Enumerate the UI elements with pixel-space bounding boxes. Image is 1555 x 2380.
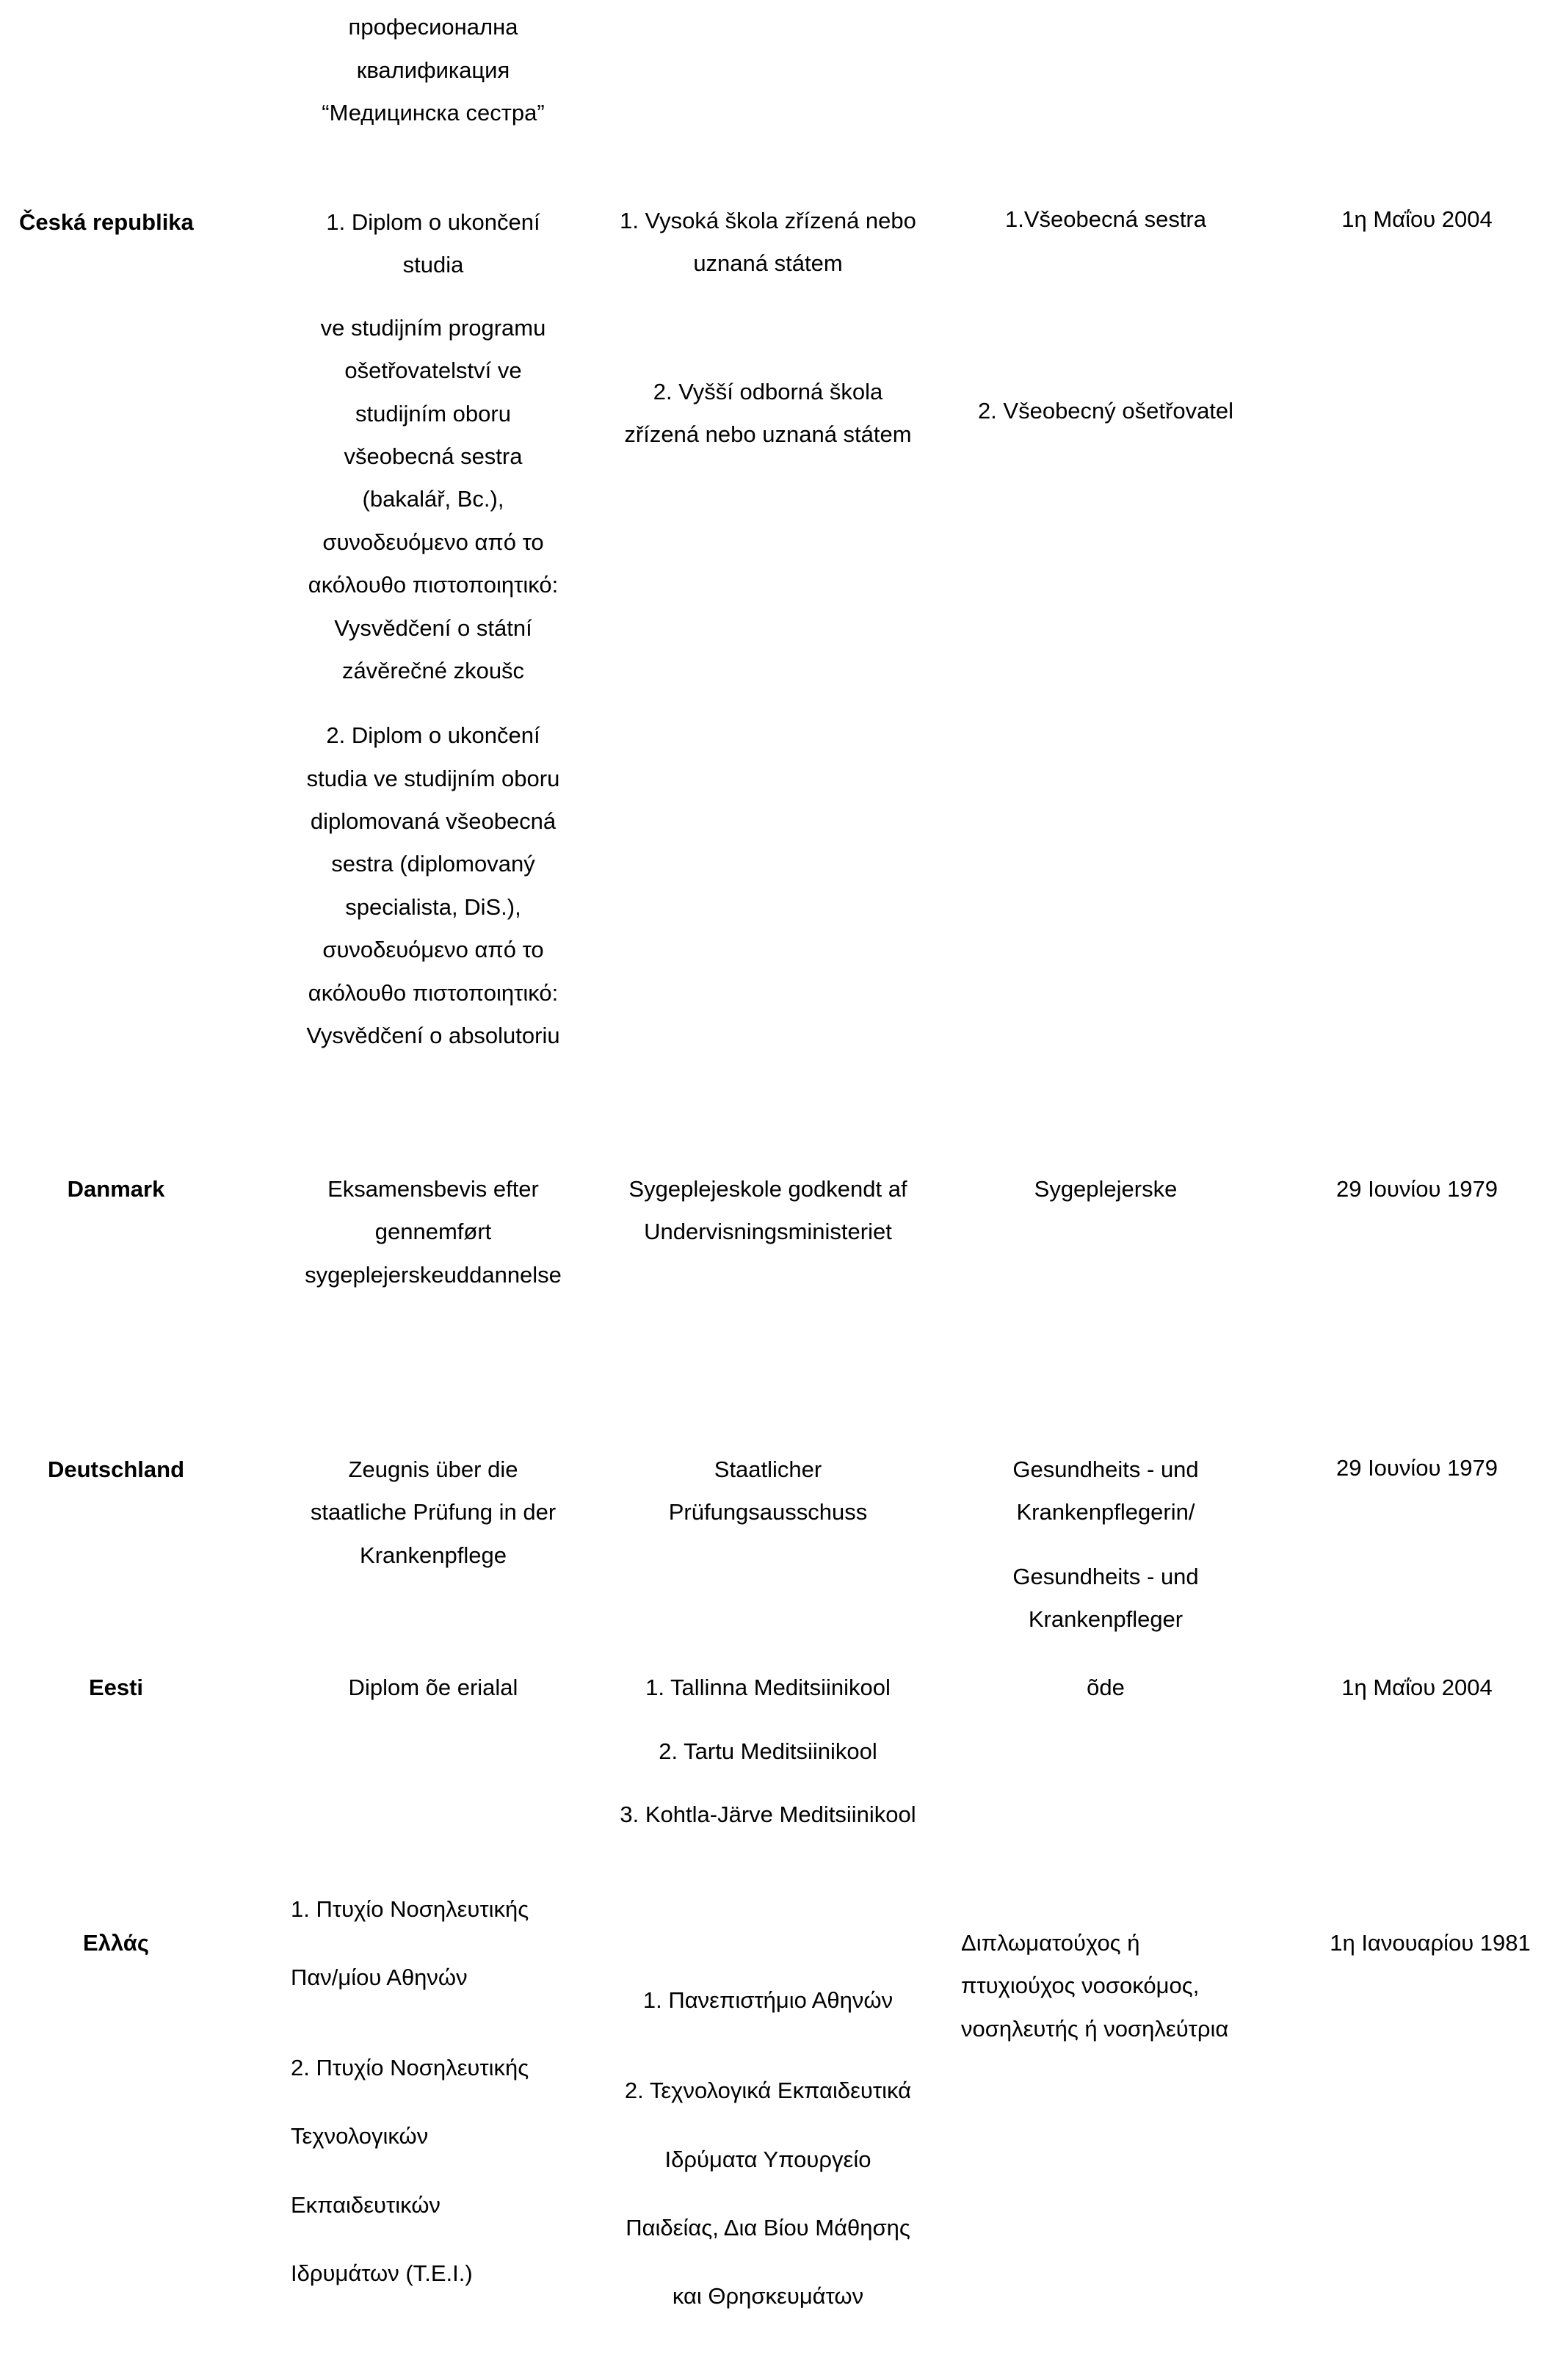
gr-date: 1η Ιανουαρίου 1981 xyxy=(1330,1930,1531,1956)
gr-institution-2-line-2: Ιδρύματα Υπουργείο xyxy=(664,2147,871,2172)
cz-institution-1-line-1: 1. Vysoká škola zřízená nebo xyxy=(620,208,916,233)
ee-institution-3: 3. Kohtla-Järve Meditsiinikool xyxy=(620,1802,916,1827)
de-date: 29 Ιουνίου 1979 xyxy=(1335,1455,1498,1481)
top-qualification-line-1: професионална xyxy=(348,14,518,40)
dk-date: 29 Ιουνίου 1979 xyxy=(1335,1176,1498,1202)
gr-institution-2-line-3: Παιδείας, Δια Βίου Μάθησης xyxy=(626,2215,910,2241)
country-de: Deutschland xyxy=(47,1456,185,1482)
cz-diploma-2-line-2: studia ve studijním oboru xyxy=(306,766,560,791)
cz-diploma-2-line-1: 2. Diplom o ukončení xyxy=(326,722,540,748)
cz-diploma-1-detail-6: συνοδευόμενο από το xyxy=(322,529,544,555)
de-title-1-line-1: Gesundheits - und xyxy=(1012,1456,1199,1482)
country-ee: Eesti xyxy=(88,1675,144,1700)
de-title-1-line-2: Krankenpflegerin/ xyxy=(1016,1499,1195,1525)
ee-institution-1: 1. Tallinna Meditsiinikool xyxy=(645,1675,891,1700)
cz-title-1: 1.Všeobecná sestra xyxy=(1004,206,1207,232)
cz-diploma-1-detail-3: studijním oboru xyxy=(355,401,511,427)
cz-diploma-1-detail-4: všeobecná sestra xyxy=(344,443,523,469)
cz-date: 1η Μαΐου 2004 xyxy=(1341,206,1493,232)
cz-diploma-2-line-8: Vysvědčení o absolutoriu xyxy=(306,1023,560,1048)
cz-diploma-1-line-1: 1. Diplom o ukončení xyxy=(326,209,540,235)
de-institution-line-1: Staatlicher xyxy=(714,1456,822,1482)
cz-institution-2-line-2: zřízená nebo uznaná státem xyxy=(624,421,912,447)
gr-diploma-line-3: 2. Πτυχίο Νοσηλευτικής xyxy=(291,2055,529,2080)
ee-title: õde xyxy=(1087,1675,1125,1700)
de-diploma-line-2: staatliche Prüfung in der xyxy=(310,1499,557,1525)
cz-diploma-1-detail-2: ošetřovatelství ve xyxy=(344,358,522,383)
cz-diploma-2-line-3: diplomovaná všeobecná xyxy=(310,808,557,834)
cz-diploma-2-line-4: sestra (diplomovaný xyxy=(331,851,535,877)
de-title-2-line-2: Krankenpfleger xyxy=(1028,1606,1184,1632)
cz-diploma-2-line-6: συνοδευόμενο από το xyxy=(322,937,544,962)
cz-institution-1-line-2: uznaná státem xyxy=(693,250,843,276)
dk-diploma-line-2: gennemført xyxy=(374,1219,492,1244)
cz-diploma-1-detail-5: (bakalář, Bc.), xyxy=(362,486,504,512)
de-diploma-line-3: Krankenpflege xyxy=(360,1542,507,1568)
country-cz: Česká republika xyxy=(19,209,194,235)
gr-institution-2-line-4: και Θρησκευμάτων xyxy=(672,2283,864,2309)
de-diploma-line-1: Zeugnis über die xyxy=(348,1456,518,1482)
gr-diploma-line-4: Τεχνολογικών xyxy=(291,2123,429,2149)
top-qualification-line-3: “Медицинска сестра” xyxy=(322,100,545,126)
cz-diploma-2-line-7: ακόλουθο πιστοποιητικό: xyxy=(308,980,559,1006)
dk-diploma-line-1: Eksamensbevis efter xyxy=(327,1176,539,1202)
country-dk: Danmark xyxy=(67,1176,165,1202)
cz-diploma-1-detail-9: závěrečné zkoušc xyxy=(341,658,525,683)
cz-diploma-1-detail-8: Vysvědčení o státní xyxy=(334,615,532,641)
gr-title-line-1: Διπλωματούχος ή xyxy=(961,1930,1140,1956)
gr-diploma-line-6: Ιδρυμάτων (Τ.Ε.Ι.) xyxy=(291,2260,473,2286)
dk-institution-line-2: Undervisningsministeriet xyxy=(644,1219,892,1244)
gr-diploma-line-1: 1. Πτυχίο Νοσηλευτικής xyxy=(291,1896,529,1922)
dk-institution-line-1: Sygeplejeskole godkendt af xyxy=(628,1176,907,1202)
gr-institution-2-line-1: 2. Τεχνολογικά Εκπαιδευτικά xyxy=(624,2078,912,2103)
dk-diploma-line-3: sygeplejerskeuddannelse xyxy=(305,1262,562,1288)
gr-diploma-line-2: Παν/μίου Αθηνών xyxy=(291,1964,468,1990)
dk-title: Sygeplejerske xyxy=(1034,1176,1178,1202)
top-qualification-line-2: квалификация xyxy=(356,57,510,83)
cz-diploma-1-line-2: studia xyxy=(402,252,464,277)
ee-institution-2: 2. Tartu Meditsiinikool xyxy=(659,1738,877,1764)
ee-diploma: Diplom õe erialal xyxy=(348,1675,518,1700)
ee-date: 1η Μαΐου 2004 xyxy=(1341,1675,1493,1700)
gr-title-line-3: νοσηλευτής ή νοσηλεύτρια xyxy=(961,2016,1229,2042)
de-institution-line-2: Prüfungsausschuss xyxy=(668,1499,868,1525)
cz-diploma-1-detail-7: ακόλουθο πιστοποιητικό: xyxy=(308,572,559,598)
gr-title-line-2: πτυχιούχος νοσοκόμος, xyxy=(961,1973,1200,1998)
gr-institution-1: 1. Πανεπιστήμιο Αθηνών xyxy=(642,1987,894,2013)
cz-institution-2-line-1: 2. Vyšší odborná škola xyxy=(653,379,883,404)
gr-diploma-line-5: Εκπαιδευτικών xyxy=(291,2192,441,2218)
de-title-2-line-1: Gesundheits - und xyxy=(1012,1564,1199,1589)
cz-diploma-1-detail-1: ve studijním programu xyxy=(320,315,546,341)
country-gr: Ελλάς xyxy=(83,1930,149,1956)
cz-diploma-2-line-5: specialista, DiS.), xyxy=(345,894,521,920)
cz-title-2: 2. Všeobecný ošetřovatel xyxy=(977,398,1234,424)
